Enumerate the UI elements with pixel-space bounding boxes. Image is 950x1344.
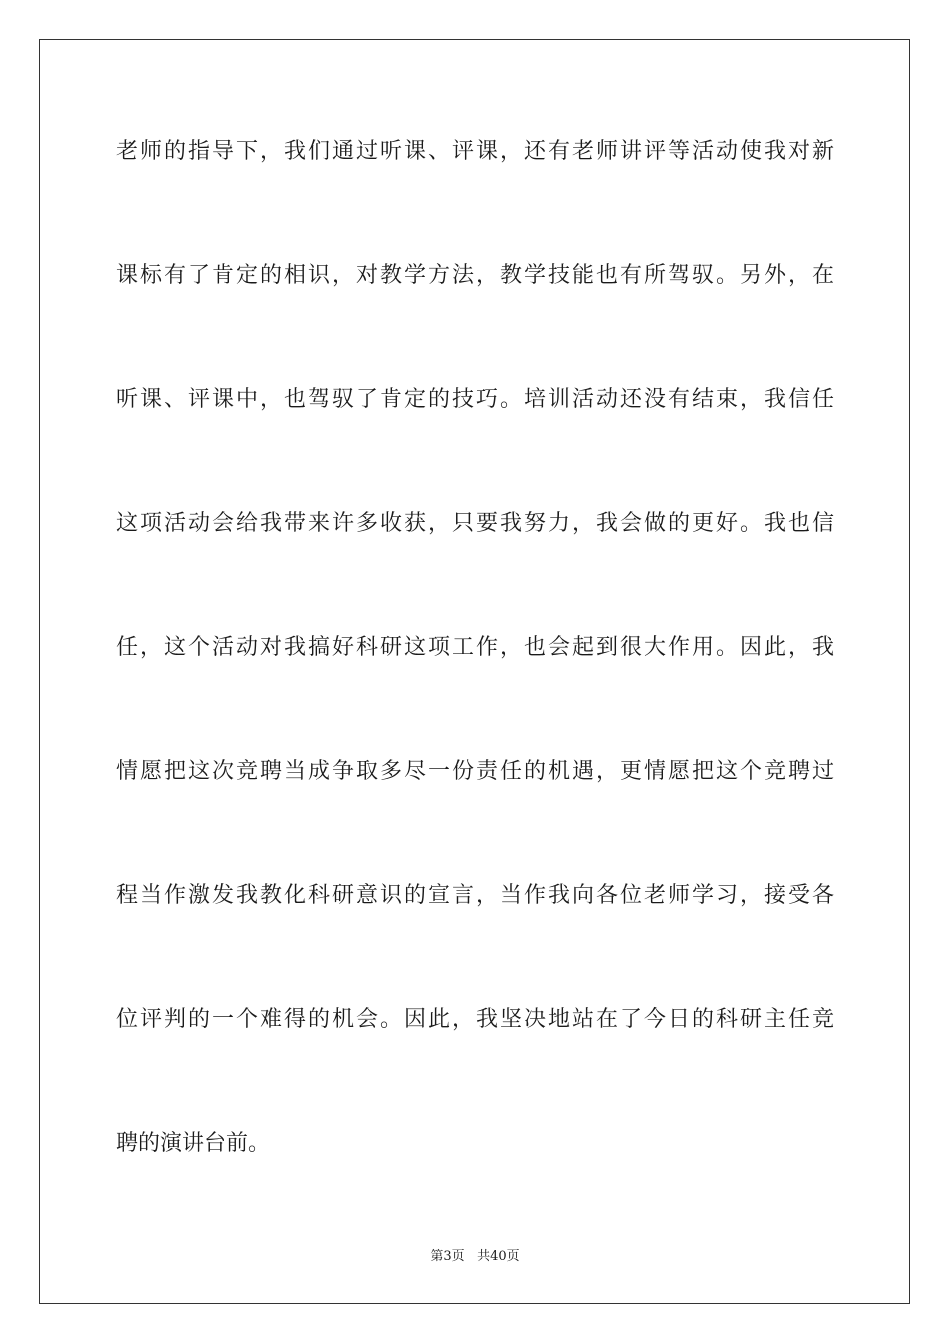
text-line: 情愿把这次竞聘当成争取多尽一份责任的机遇，更情愿把这个竞聘过 — [116, 759, 834, 784]
page-total: 共40页 — [477, 1249, 520, 1264]
page-number: 第3页 — [430, 1249, 465, 1264]
text-line: 程当作激发我教化科研意识的宣言，当作我向各位老师学习，接受各 — [116, 883, 834, 908]
text-line: 听课、评课中，也驾驭了肯定的技巧。培训活动还没有结束，我信任 — [116, 387, 834, 412]
text-line: 老师的指导下，我们通过听课、评课，还有老师讲评等活动使我对新 — [116, 139, 834, 164]
text-line: 位评判的一个难得的机会。因此，我坚决地站在了今日的科研主任竞 — [116, 1007, 834, 1032]
text-line: 这项活动会给我带来许多收获，只要我努力，我会做的更好。我也信 — [116, 511, 834, 536]
page-footer — [0, 1248, 950, 1266]
text-line: 课标有了肯定的相识，对教学方法，教学技能也有所驾驭。另外，在 — [116, 263, 834, 288]
text-line: 聘的演讲台前。 — [116, 1131, 271, 1156]
text-line: 任，这个活动对我搞好科研这项工作，也会起到很大作用。因此，我 — [116, 635, 834, 660]
